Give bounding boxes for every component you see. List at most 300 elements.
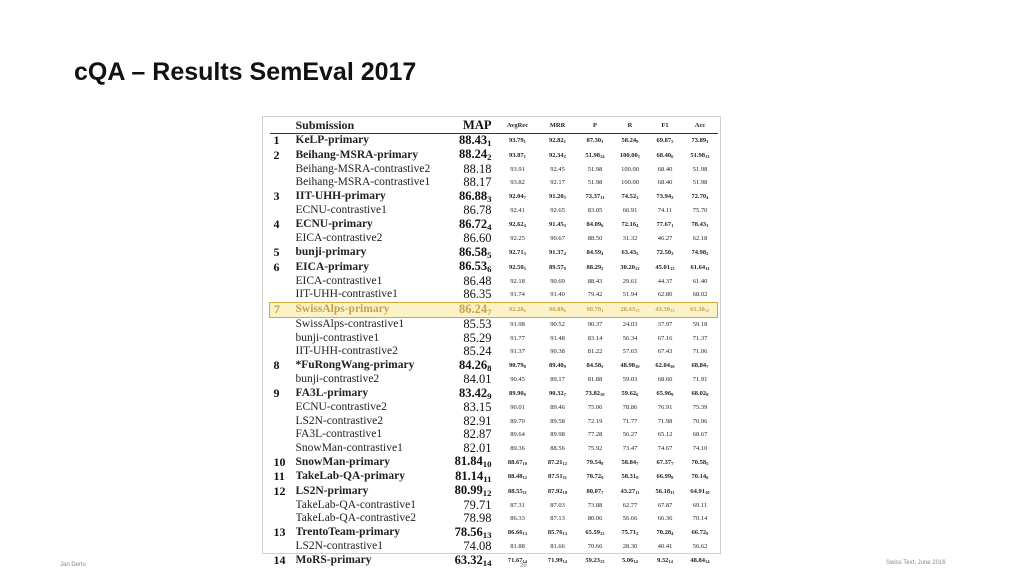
cell-f1-value: 73.94 bbox=[656, 193, 672, 200]
cell-p-value: 80.07 bbox=[586, 487, 602, 495]
cell-mrr bbox=[538, 148, 578, 163]
cell-map bbox=[446, 415, 498, 429]
cell-rank bbox=[270, 415, 296, 429]
cell-avgrec bbox=[498, 526, 538, 541]
cell-f1-value: 40.41 bbox=[657, 543, 673, 550]
cell-avgrec-value: 90.01 bbox=[510, 404, 525, 411]
cell-avgrec bbox=[498, 232, 538, 246]
cell-acc-value: 61.40 bbox=[692, 277, 708, 285]
header-p: P bbox=[578, 119, 613, 133]
cell-r bbox=[613, 484, 648, 499]
cell-mrr-value: 90.67 bbox=[550, 235, 565, 242]
cell-f1 bbox=[648, 260, 683, 275]
cell-mrr bbox=[538, 387, 578, 402]
table-row bbox=[270, 359, 718, 374]
cell-acc bbox=[683, 512, 718, 526]
cell-mrr-value: 91.45 bbox=[549, 221, 564, 228]
cell-submission: TakeLab-QA-contrastive1 bbox=[295, 498, 417, 511]
cell-avgrec bbox=[498, 318, 538, 332]
cell-r-value: 59.03 bbox=[622, 376, 638, 383]
cell-p-value: 84.59 bbox=[586, 249, 602, 256]
cell-f1-value: 69.87 bbox=[656, 137, 672, 144]
cell-acc-value: 56.62 bbox=[692, 543, 708, 550]
cell-avgrec bbox=[498, 218, 538, 233]
cell-f1-value: 56.18 bbox=[655, 487, 671, 495]
cell-r-value: 75.71 bbox=[621, 529, 637, 536]
cell-acc bbox=[683, 332, 718, 346]
cell-acc-value: 72.70 bbox=[691, 193, 707, 200]
cell-mrr-value: 87.21 bbox=[547, 458, 563, 466]
cell-map bbox=[446, 484, 498, 499]
cell-f1 bbox=[648, 499, 683, 513]
cell-r-rank: 11 bbox=[635, 489, 640, 495]
cell-submission: IIT-UHH-primary bbox=[295, 190, 386, 202]
cell-avgrec-rank: 11 bbox=[522, 489, 527, 495]
cell-avgrec-rank: 7 bbox=[523, 195, 526, 201]
cell-mrr-value: 87.51 bbox=[548, 473, 563, 480]
cell-acc bbox=[683, 133, 718, 148]
cell-map bbox=[446, 246, 498, 261]
cell-r bbox=[613, 512, 648, 526]
cell-r bbox=[613, 540, 648, 554]
cell-p bbox=[578, 401, 613, 415]
cell-mrr bbox=[538, 302, 578, 318]
cell-acc-value: 71.37 bbox=[692, 334, 708, 342]
cell-map-value: 85.24 bbox=[463, 345, 492, 358]
cell-f1-rank: 6 bbox=[671, 153, 674, 159]
cell-p bbox=[578, 470, 613, 485]
cell-acc-value: 48.84 bbox=[690, 557, 706, 564]
cell-avgrec bbox=[498, 275, 538, 289]
cell-mrr-value: 87.13 bbox=[550, 515, 565, 522]
cell-f1-value: 76.91 bbox=[657, 404, 673, 411]
cell-p bbox=[578, 345, 613, 359]
cell-mrr-rank: 1 bbox=[563, 139, 566, 145]
cell-f1-rank: 9 bbox=[671, 392, 674, 398]
cell-map-value: 86.24 bbox=[459, 302, 488, 316]
cell-submission: bunji-contrastive2 bbox=[295, 373, 380, 385]
header-map: MAP bbox=[446, 119, 498, 133]
cell-avgrec-value: 93.87 bbox=[509, 151, 524, 159]
cell-mrr bbox=[538, 288, 578, 302]
cell-avgrec-value: 88.48 bbox=[507, 473, 523, 480]
cell-f1-value: 74.11 bbox=[657, 207, 673, 214]
cell-acc-rank: 8 bbox=[706, 392, 709, 398]
cell-acc bbox=[683, 373, 718, 387]
cell-avgrec-value: 90.79 bbox=[509, 362, 524, 369]
cell-mrr bbox=[538, 554, 578, 569]
cell-avgrec bbox=[498, 204, 538, 218]
cell-f1-value: 43.30 bbox=[655, 306, 671, 313]
cell-p-value: 73.88 bbox=[587, 501, 603, 509]
table-row bbox=[270, 318, 718, 332]
cell-f1 bbox=[648, 190, 683, 205]
cell-p bbox=[578, 442, 613, 456]
cell-f1-value: 37.97 bbox=[657, 321, 673, 328]
cell-f1-value: 67.43 bbox=[657, 348, 673, 355]
cell-avgrec bbox=[498, 512, 538, 526]
cell-avgrec-rank: 6 bbox=[523, 308, 526, 314]
cell-rank bbox=[270, 512, 296, 526]
cell-p-value: 88.43 bbox=[587, 277, 603, 285]
cell-p-rank: 1 bbox=[601, 308, 604, 314]
footer-event: Swiss Text, June 2016 bbox=[886, 560, 946, 566]
cell-f1 bbox=[648, 512, 683, 526]
cell-map-value: 88.18 bbox=[463, 162, 492, 176]
cell-acc bbox=[683, 540, 718, 554]
footer-page-number: 26 bbox=[520, 563, 527, 569]
cell-acc-value: 74.10 bbox=[692, 444, 708, 452]
cell-f1-rank: 4 bbox=[671, 531, 674, 537]
cell-rank: 5 bbox=[273, 245, 280, 259]
cell-map-value: 81.14 bbox=[455, 469, 484, 483]
cell-mrr-value: 89.46 bbox=[550, 404, 565, 411]
cell-acc-value: 51.98 bbox=[692, 165, 708, 173]
cell-r-rank: 9 bbox=[636, 139, 639, 145]
cell-mrr bbox=[538, 373, 578, 387]
cell-map bbox=[446, 540, 498, 554]
cell-r-value: 58.24 bbox=[621, 137, 637, 144]
cell-mrr-value: 89.98 bbox=[550, 431, 565, 438]
cell-avgrec bbox=[498, 288, 538, 302]
cell-mrr-rank: 8 bbox=[563, 265, 566, 271]
cell-avgrec-rank: 9 bbox=[523, 392, 526, 398]
cell-mrr-value: 90.89 bbox=[549, 306, 564, 313]
cell-map bbox=[446, 176, 498, 190]
cell-mrr bbox=[538, 275, 578, 289]
cell-mrr-value: 91.40 bbox=[550, 291, 565, 298]
cell-acc-value: 51.98 bbox=[692, 179, 708, 186]
cell-avgrec-value: 93.82 bbox=[510, 179, 525, 186]
cell-map-value: 78.98 bbox=[463, 512, 492, 525]
cell-p bbox=[578, 512, 613, 526]
cell-map bbox=[446, 302, 498, 318]
cell-map-rank: 1 bbox=[487, 137, 492, 148]
cell-avgrec-value: 88.67 bbox=[507, 458, 523, 466]
cell-r bbox=[613, 373, 648, 387]
cell-p bbox=[578, 428, 613, 442]
cell-r-value: 28.43 bbox=[620, 306, 636, 313]
cell-f1 bbox=[648, 288, 683, 302]
cell-rank: 9 bbox=[273, 386, 280, 400]
cell-f1 bbox=[648, 470, 683, 485]
header-r: R bbox=[613, 119, 648, 133]
cell-f1 bbox=[648, 218, 683, 233]
cell-acc-value: 70.58 bbox=[691, 458, 707, 466]
cell-p bbox=[578, 204, 613, 218]
cell-map-value: 81.84 bbox=[454, 455, 483, 468]
cell-avgrec-value: 92.50 bbox=[509, 263, 524, 271]
cell-p-rank: 14 bbox=[600, 153, 605, 159]
cell-mrr-value: 81.66 bbox=[550, 543, 565, 550]
cell-map bbox=[446, 218, 498, 233]
cell-avgrec bbox=[498, 470, 538, 485]
table-row bbox=[270, 442, 718, 456]
cell-r-rank: 7 bbox=[636, 460, 639, 466]
cell-avgrec bbox=[498, 484, 538, 499]
cell-mrr-rank: 10 bbox=[562, 489, 568, 495]
cell-map-value: 84.26 bbox=[459, 358, 488, 372]
cell-map bbox=[446, 455, 498, 470]
cell-acc bbox=[683, 260, 718, 275]
cell-map bbox=[446, 359, 498, 374]
cell-rank: 2 bbox=[273, 148, 280, 162]
cell-mrr-value: 89.17 bbox=[550, 376, 565, 383]
cell-r-value: 48.98 bbox=[620, 362, 636, 369]
cell-r bbox=[613, 133, 648, 148]
cell-avgrec-value: 89.36 bbox=[510, 444, 525, 452]
cell-map-rank: 6 bbox=[487, 264, 492, 275]
cell-acc bbox=[683, 470, 718, 485]
cell-acc bbox=[683, 455, 718, 470]
cell-p bbox=[578, 332, 613, 346]
cell-acc-rank: 5 bbox=[706, 460, 709, 466]
cell-avgrec bbox=[498, 176, 538, 190]
cell-map-value: 84.01 bbox=[463, 373, 492, 386]
cell-r bbox=[613, 190, 648, 205]
cell-submission: IIT-UHH-contrastive1 bbox=[295, 288, 398, 300]
cell-map bbox=[446, 442, 498, 456]
cell-avgrec-value: 93.91 bbox=[510, 165, 525, 173]
cell-acc-value: 70.14 bbox=[692, 515, 708, 522]
cell-mrr bbox=[538, 204, 578, 218]
cell-mrr-value: 92.34 bbox=[549, 151, 564, 159]
cell-map bbox=[446, 512, 498, 526]
cell-r bbox=[613, 163, 648, 177]
cell-r-value: 28.30 bbox=[622, 543, 638, 550]
cell-r bbox=[613, 148, 648, 163]
cell-acc-value: 61.64 bbox=[690, 263, 706, 271]
cell-f1-value: 68.40 bbox=[657, 179, 673, 186]
cell-map-value: 83.42 bbox=[459, 386, 488, 400]
cell-acc-value: 70.14 bbox=[691, 473, 707, 480]
cell-p-value: 73.82 bbox=[585, 390, 601, 397]
cell-r bbox=[613, 260, 648, 275]
cell-acc-value: 71.91 bbox=[692, 376, 708, 383]
cell-avgrec bbox=[498, 540, 538, 554]
cell-avgrec bbox=[498, 401, 538, 415]
cell-acc bbox=[683, 176, 718, 190]
cell-acc-rank: 2 bbox=[706, 251, 709, 257]
cell-r-rank: 2 bbox=[636, 531, 639, 537]
cell-mrr bbox=[538, 401, 578, 415]
cell-f1-value: 9.32 bbox=[657, 557, 669, 564]
cell-acc bbox=[683, 359, 718, 374]
cell-map bbox=[446, 526, 498, 541]
cell-f1 bbox=[648, 428, 683, 442]
cell-map-value: 79.71 bbox=[463, 498, 492, 512]
cell-p bbox=[578, 288, 613, 302]
cell-map bbox=[446, 499, 498, 513]
cell-map bbox=[446, 332, 498, 346]
cell-r bbox=[613, 428, 648, 442]
header-rank bbox=[270, 119, 296, 133]
cell-map bbox=[446, 163, 498, 177]
cell-p bbox=[578, 302, 613, 318]
cell-acc-value: 75.70 bbox=[692, 207, 708, 214]
cell-mrr bbox=[538, 133, 578, 148]
cell-mrr-value: 91.48 bbox=[550, 334, 565, 342]
cell-f1 bbox=[648, 163, 683, 177]
cell-submission: SwissAlps-contrastive1 bbox=[295, 318, 405, 330]
table-row bbox=[270, 218, 718, 233]
cell-rank: 10 bbox=[273, 455, 286, 469]
cell-r-value: 59.62 bbox=[621, 390, 637, 397]
cell-p-rank: 13 bbox=[600, 559, 605, 565]
cell-mrr-rank: 11 bbox=[562, 475, 567, 481]
cell-rank: 8 bbox=[273, 358, 280, 372]
cell-rank bbox=[270, 428, 296, 442]
table-row bbox=[270, 484, 718, 499]
cell-submission: KeLP-primary bbox=[295, 134, 369, 146]
cell-map bbox=[446, 373, 498, 387]
cell-submission: SwissAlps-primary bbox=[296, 302, 446, 318]
cell-p-value: 90.78 bbox=[586, 306, 602, 313]
cell-map-value: 88.24 bbox=[459, 148, 488, 161]
cell-map bbox=[446, 345, 498, 359]
cell-map-value: 74.08 bbox=[463, 540, 492, 553]
cell-acc-value: 68.02 bbox=[691, 390, 707, 397]
cell-mrr bbox=[538, 176, 578, 190]
cell-r-value: 58.84 bbox=[621, 458, 637, 466]
table-row bbox=[270, 512, 718, 526]
cell-p bbox=[578, 526, 613, 541]
cell-acc-rank: 3 bbox=[706, 139, 709, 145]
cell-acc-value: 68.02 bbox=[692, 291, 708, 298]
cell-acc-rank: 13 bbox=[705, 153, 710, 159]
cell-r bbox=[613, 455, 648, 470]
cell-acc bbox=[683, 442, 718, 456]
cell-f1-value: 66.99 bbox=[656, 473, 672, 480]
cell-avgrec bbox=[498, 455, 538, 470]
cell-p bbox=[578, 455, 613, 470]
cell-mrr-value: 91.37 bbox=[549, 249, 564, 256]
cell-r bbox=[613, 288, 648, 302]
cell-p-rank: 2 bbox=[601, 265, 604, 271]
cell-f1-value: 74.67 bbox=[657, 444, 673, 452]
table-row bbox=[270, 190, 718, 205]
cell-p-rank: 6 bbox=[601, 223, 604, 229]
cell-avgrec bbox=[498, 302, 538, 318]
cell-rank: 3 bbox=[273, 189, 280, 203]
cell-rank: 13 bbox=[273, 525, 286, 539]
cell-r bbox=[613, 526, 648, 541]
table-row bbox=[270, 455, 718, 470]
cell-map-value: 86.60 bbox=[463, 232, 492, 245]
cell-r bbox=[613, 442, 648, 456]
cell-r-value: 100.00 bbox=[621, 179, 639, 186]
cell-map-rank: 13 bbox=[482, 529, 492, 540]
cell-submission: LS2N-contrastive1 bbox=[295, 540, 384, 552]
cell-acc bbox=[683, 218, 718, 233]
cell-mrr bbox=[538, 260, 578, 275]
cell-map-value: 88.17 bbox=[463, 176, 492, 189]
cell-r bbox=[613, 176, 648, 190]
cell-p-value: 75.06 bbox=[587, 404, 603, 411]
cell-acc-rank: 10 bbox=[705, 489, 710, 495]
cell-map-rank: 9 bbox=[487, 390, 492, 401]
cell-r bbox=[613, 470, 648, 485]
cell-avgrec-value: 89.70 bbox=[510, 417, 525, 425]
cell-r bbox=[613, 218, 648, 233]
cell-r-value: 56.66 bbox=[622, 515, 638, 522]
cell-acc bbox=[683, 288, 718, 302]
cell-r bbox=[613, 359, 648, 374]
cell-rank bbox=[270, 442, 296, 456]
cell-p bbox=[578, 387, 613, 402]
cell-acc bbox=[683, 190, 718, 205]
cell-f1-value: 68.60 bbox=[657, 376, 673, 383]
cell-f1 bbox=[648, 540, 683, 554]
cell-f1-rank: 2 bbox=[671, 195, 674, 201]
table-row bbox=[270, 133, 718, 148]
table-row bbox=[270, 470, 718, 485]
cell-p bbox=[578, 148, 613, 163]
cell-rank bbox=[270, 232, 296, 246]
cell-map-value: 86.35 bbox=[463, 288, 492, 301]
cell-p bbox=[578, 540, 613, 554]
cell-mrr-rank: 6 bbox=[563, 308, 566, 314]
cell-acc-value: 75.39 bbox=[692, 404, 708, 411]
cell-r bbox=[613, 302, 648, 318]
cell-p bbox=[578, 484, 613, 499]
cell-map-rank: 5 bbox=[487, 249, 492, 260]
cell-f1 bbox=[648, 176, 683, 190]
cell-r bbox=[613, 345, 648, 359]
cell-avgrec-rank: 12 bbox=[522, 475, 528, 481]
cell-mrr bbox=[538, 512, 578, 526]
cell-r-rank: 3 bbox=[636, 195, 639, 201]
cell-mrr-value: 89.58 bbox=[550, 417, 565, 425]
cell-map-rank: 7 bbox=[487, 306, 492, 317]
cell-avgrec-value: 92.04 bbox=[509, 193, 524, 200]
cell-avgrec-rank: 1 bbox=[523, 153, 526, 159]
cell-submission: ECNU-primary bbox=[295, 218, 373, 230]
cell-f1 bbox=[648, 332, 683, 346]
cell-p-value: 79.42 bbox=[587, 291, 603, 298]
cell-mrr-value: 89.57 bbox=[549, 263, 564, 271]
cell-f1-value: 65.96 bbox=[656, 390, 672, 397]
cell-submission: bunji-primary bbox=[295, 246, 367, 258]
slide-title: cQA – Results SemEval 2017 bbox=[74, 58, 417, 86]
cell-avgrec-value: 92.71 bbox=[509, 249, 524, 256]
cell-r-rank: 4 bbox=[636, 223, 639, 229]
cell-acc bbox=[683, 499, 718, 513]
cell-f1 bbox=[648, 204, 683, 218]
table-header-row bbox=[270, 119, 718, 133]
cell-acc bbox=[683, 148, 718, 163]
cell-acc-value: 73.89 bbox=[691, 137, 707, 144]
cell-submission: FA3L-primary bbox=[295, 387, 369, 399]
cell-avgrec bbox=[498, 332, 538, 346]
cell-acc bbox=[683, 401, 718, 415]
cell-p-value: 81.22 bbox=[587, 348, 603, 355]
cell-f1-rank: 8 bbox=[671, 475, 674, 481]
cell-r-rank: 1 bbox=[637, 153, 641, 159]
table-row bbox=[270, 499, 718, 513]
cell-p-value: 78.72 bbox=[586, 473, 602, 480]
cell-mrr-value: 85.76 bbox=[547, 529, 563, 536]
cell-avgrec-rank: 14 bbox=[522, 559, 528, 565]
cell-mrr-value: 89.40 bbox=[549, 362, 564, 369]
table-row bbox=[270, 302, 718, 318]
cell-acc-value: 78.43 bbox=[691, 221, 707, 228]
cell-submission: SnowMan-primary bbox=[295, 455, 391, 468]
cell-map-value: 82.91 bbox=[463, 414, 492, 428]
cell-avgrec-rank: 13 bbox=[522, 531, 528, 537]
cell-f1-value: 70.28 bbox=[656, 529, 672, 536]
cell-p-value: 77.28 bbox=[587, 431, 603, 438]
